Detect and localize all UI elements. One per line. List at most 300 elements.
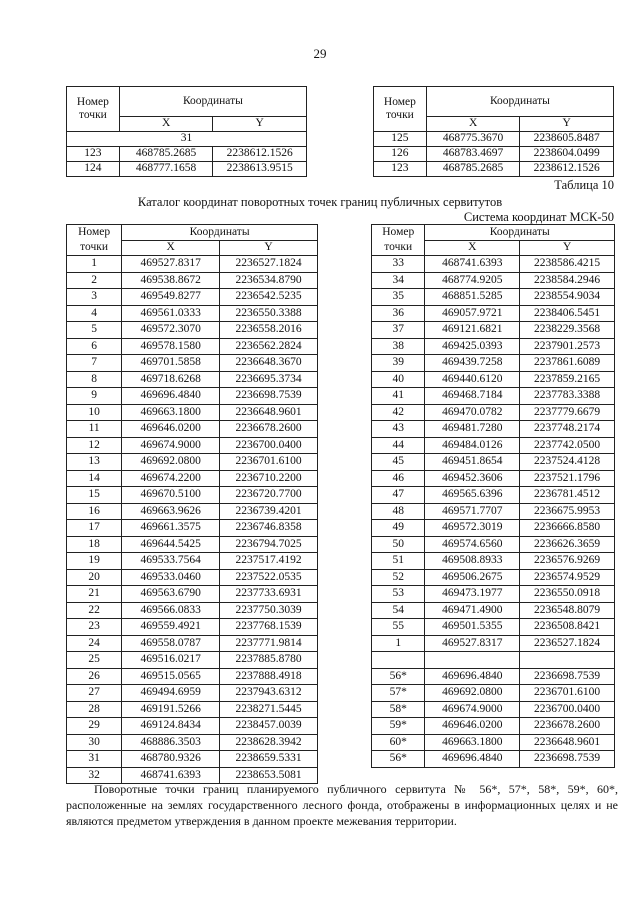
x-coordinate-cell: 469646.0200	[425, 718, 520, 735]
coords-table-top-left	[66, 86, 307, 177]
x-coordinate-cell: 469484.0126	[425, 437, 520, 454]
point-number-cell: 42	[372, 404, 425, 421]
table-row	[67, 602, 318, 619]
table-row	[67, 751, 318, 768]
x-coordinate-cell: 469574.6560	[425, 536, 520, 553]
table-row	[67, 503, 318, 520]
x-coordinate-cell: 468886.3503	[122, 734, 220, 751]
x-coordinate-cell: 469692.0800	[425, 685, 520, 702]
point-number-cell: 57*	[372, 685, 425, 702]
y-coordinate-cell: 2237748.2174	[520, 421, 615, 438]
y-coordinate-cell: 2236527.1824	[520, 635, 615, 652]
y-coordinate-cell: 2237771.9814	[220, 635, 318, 652]
table-row	[372, 338, 615, 355]
x-coordinate-cell: 469563.6790	[122, 586, 220, 603]
y-coordinate-cell: 2236698.7539	[520, 668, 615, 685]
point-number-cell: 16	[67, 503, 122, 520]
x-coordinate-cell: 469057.9721	[425, 305, 520, 322]
x-coordinate-cell: 469508.8933	[425, 553, 520, 570]
point-number-cell: 40	[372, 371, 425, 388]
x-coordinate-cell: 469440.6120	[425, 371, 520, 388]
coordinate-system: Система координат МСК-50	[463, 210, 614, 224]
table-row	[372, 487, 615, 504]
x-coordinate-cell: 469674.9000	[122, 437, 220, 454]
header-y: Y	[520, 117, 614, 132]
table-row	[372, 503, 615, 520]
point-number-cell: 126	[374, 147, 427, 162]
x-coordinate-cell: 469533.0460	[122, 569, 220, 586]
x-coordinate-cell: 469663.1800	[122, 404, 220, 421]
x-coordinate-cell: 469663.9626	[122, 503, 220, 520]
point-number-cell: 45	[372, 454, 425, 471]
y-coordinate-cell: 2238457.0039	[220, 718, 318, 735]
point-number-cell: 123	[67, 147, 120, 162]
x-coordinate-cell: 468780.9326	[122, 751, 220, 768]
point-number-cell: 54	[372, 602, 425, 619]
x-coordinate-cell: 469674.9000	[425, 701, 520, 718]
point-number-cell: 44	[372, 437, 425, 454]
y-coordinate-cell: 2237521.1796	[520, 470, 615, 487]
point-number-cell: 125	[374, 132, 427, 147]
x-coordinate-cell: 469470.0782	[425, 404, 520, 421]
x-coordinate-cell: 469578.1580	[122, 338, 220, 355]
header-coords: Координаты	[425, 225, 615, 241]
table-row	[67, 162, 307, 177]
x-coordinate-cell: 468741.6393	[425, 256, 520, 273]
y-coordinate-cell: 2236648.9601	[220, 404, 318, 421]
point-number-cell: 29	[67, 718, 122, 735]
table-row	[372, 470, 615, 487]
y-coordinate-cell: 2236701.6100	[520, 685, 615, 702]
table-row	[372, 421, 615, 438]
table-row	[372, 652, 615, 669]
x-coordinate-cell: 469425.0393	[425, 338, 520, 355]
x-coordinate-cell: 469670.5100	[122, 487, 220, 504]
y-coordinate-cell: 2236698.7539	[220, 388, 318, 405]
x-coordinate-cell: 469566.0833	[122, 602, 220, 619]
y-coordinate-cell: 2236678.2600	[220, 421, 318, 438]
x-coordinate-cell: 469451.8654	[425, 454, 520, 471]
y-coordinate-cell: 2237861.6089	[520, 355, 615, 372]
x-coordinate-cell: 468741.6393	[122, 767, 220, 784]
x-coordinate-cell: 469527.8317	[425, 635, 520, 652]
table-number: Таблица 10	[554, 178, 614, 192]
x-coordinate-cell: 469663.1800	[425, 734, 520, 751]
y-coordinate-cell: 2238628.3942	[220, 734, 318, 751]
header-number: Номер	[372, 225, 425, 241]
y-coordinate-cell: 2237733.6931	[220, 586, 318, 603]
table-row	[372, 520, 615, 537]
point-number-cell: 38	[372, 338, 425, 355]
y-coordinate-cell: 2238584.2946	[520, 272, 615, 289]
section-label: 31	[67, 132, 307, 147]
table-row	[67, 404, 318, 421]
coords-table-main-right	[371, 224, 615, 768]
x-coordinate-cell: 469692.0800	[122, 454, 220, 471]
y-coordinate-cell: 2236700.0400	[220, 437, 318, 454]
y-coordinate-cell: 2238406.5451	[520, 305, 615, 322]
y-coordinate-cell: 2237750.3039	[220, 602, 318, 619]
table-row	[372, 355, 615, 372]
point-number-cell: 35	[372, 289, 425, 306]
table-row	[67, 421, 318, 438]
x-coordinate-cell: 469121.6821	[425, 322, 520, 339]
y-coordinate-cell: 2236794.7025	[220, 536, 318, 553]
x-coordinate-cell: 468785.2685	[119, 147, 213, 162]
table-row	[67, 355, 318, 372]
x-coordinate-cell: 469646.0200	[122, 421, 220, 438]
y-coordinate-cell: 2236720.7700	[220, 487, 318, 504]
table-row	[372, 388, 615, 405]
x-coordinate-cell: 469696.4840	[425, 751, 520, 768]
x-coordinate-cell: 469515.0565	[122, 668, 220, 685]
y-coordinate-cell: 2236534.8790	[220, 272, 318, 289]
point-number-cell: 25	[67, 652, 122, 669]
table-row	[67, 635, 318, 652]
point-number-cell: 33	[372, 256, 425, 273]
y-coordinate-cell: 2236558.2016	[220, 322, 318, 339]
table-row	[372, 569, 615, 586]
table-row	[372, 668, 615, 685]
x-coordinate-cell: 468783.4697	[426, 147, 520, 162]
x-coordinate-cell: 469501.5355	[425, 619, 520, 636]
table-row	[372, 404, 615, 421]
y-coordinate-cell: 2236698.7539	[520, 751, 615, 768]
x-coordinate-cell: 469696.4840	[122, 388, 220, 405]
y-coordinate-cell: 2237742.0500	[520, 437, 615, 454]
table-row	[67, 701, 318, 718]
x-coordinate-cell: 469473.1977	[425, 586, 520, 603]
table-row	[67, 454, 318, 471]
point-number-cell: 53	[372, 586, 425, 603]
x-coordinate-cell: 469571.7707	[425, 503, 520, 520]
header-coords: Координаты	[122, 225, 318, 241]
page-number: 29	[313, 46, 327, 61]
x-coordinate-cell: 469644.5425	[122, 536, 220, 553]
y-coordinate-cell: 2236781.4512	[520, 487, 615, 504]
table-row	[372, 536, 615, 553]
table-row	[67, 553, 318, 570]
header-number-sub: точки	[67, 241, 122, 256]
y-coordinate-cell: 2236550.0918	[520, 586, 615, 603]
x-coordinate-cell: 469506.2675	[425, 569, 520, 586]
point-number-cell: 19	[67, 553, 122, 570]
y-coordinate-cell: 2237943.6312	[220, 685, 318, 702]
x-coordinate-cell: 469494.6959	[122, 685, 220, 702]
y-coordinate-cell: 2238554.9034	[520, 289, 615, 306]
footnote	[66, 781, 618, 829]
x-coordinate-cell: 469559.4921	[122, 619, 220, 636]
header-x: X	[119, 117, 213, 132]
header-y: Y	[520, 241, 615, 256]
point-number-cell: 7	[67, 355, 122, 372]
table-row	[67, 147, 307, 162]
y-coordinate-cell: 2236508.8421	[520, 619, 615, 636]
table-row	[374, 147, 614, 162]
x-coordinate-cell: 469452.3606	[425, 470, 520, 487]
table-row	[372, 553, 615, 570]
point-number-cell: 20	[67, 569, 122, 586]
table-row	[67, 470, 318, 487]
y-coordinate-cell: 2236626.3659	[520, 536, 615, 553]
header-x: X	[122, 241, 220, 256]
header-x: X	[425, 241, 520, 256]
point-number-cell: 58*	[372, 701, 425, 718]
x-coordinate-cell: 469527.8317	[122, 256, 220, 273]
point-number-cell	[372, 652, 425, 669]
table-row	[372, 371, 615, 388]
point-number-cell: 51	[372, 553, 425, 570]
x-coordinate-cell: 469533.7564	[122, 553, 220, 570]
point-number-cell: 23	[67, 619, 122, 636]
table-row	[67, 388, 318, 405]
point-number-cell: 30	[67, 734, 122, 751]
y-coordinate-cell: 2236548.8079	[520, 602, 615, 619]
table-row	[372, 272, 615, 289]
y-coordinate-cell: 2238613.9515	[213, 162, 307, 177]
y-coordinate-cell: 2236576.9269	[520, 553, 615, 570]
x-coordinate-cell: 469572.3070	[122, 322, 220, 339]
y-coordinate-cell: 2236746.8358	[220, 520, 318, 537]
point-number-cell: 56*	[372, 668, 425, 685]
y-coordinate-cell: 2237901.2573	[520, 338, 615, 355]
point-number-cell: 12	[67, 437, 122, 454]
header-x: X	[426, 117, 520, 132]
point-number-cell: 36	[372, 305, 425, 322]
y-coordinate-cell: 2237888.4918	[220, 668, 318, 685]
table-row	[372, 635, 615, 652]
point-number-cell: 60*	[372, 734, 425, 751]
y-coordinate-cell: 2238586.4215	[520, 256, 615, 273]
point-number-cell: 28	[67, 701, 122, 718]
y-coordinate-cell: 2238653.5081	[220, 767, 318, 784]
y-coordinate-cell: 2236739.4201	[220, 503, 318, 520]
point-number-cell: 124	[67, 162, 120, 177]
header-y: Y	[220, 241, 318, 256]
table-row	[67, 685, 318, 702]
table-row	[374, 162, 614, 177]
table-row	[372, 322, 615, 339]
table-row	[372, 289, 615, 306]
y-coordinate-cell: 2237779.6679	[520, 404, 615, 421]
x-coordinate-cell: 469124.8434	[122, 718, 220, 735]
catalog-title: Каталог координат поворотных точек границ публичных сервитутов	[137, 195, 503, 209]
x-coordinate-cell	[425, 652, 520, 669]
point-number-cell: 32	[67, 767, 122, 784]
y-coordinate-cell: 2237768.1539	[220, 619, 318, 636]
header-number: Номер точки	[67, 87, 120, 132]
y-coordinate-cell: 2236701.6100	[220, 454, 318, 471]
x-coordinate-cell: 469572.3019	[425, 520, 520, 537]
point-number-cell: 21	[67, 586, 122, 603]
point-number-cell: 13	[67, 454, 122, 471]
y-coordinate-cell: 2238271.5445	[220, 701, 318, 718]
x-coordinate-cell: 468851.5285	[425, 289, 520, 306]
table-row	[372, 734, 615, 751]
y-coordinate-cell: 2236666.8580	[520, 520, 615, 537]
header-y: Y	[213, 117, 307, 132]
x-coordinate-cell: 469661.3575	[122, 520, 220, 537]
point-number-cell: 48	[372, 503, 425, 520]
point-number-cell: 4	[67, 305, 122, 322]
x-coordinate-cell: 469471.4900	[425, 602, 520, 619]
x-coordinate-cell: 468785.2685	[426, 162, 520, 177]
table-row	[67, 718, 318, 735]
point-number-cell: 123	[374, 162, 427, 177]
table-row	[67, 256, 318, 273]
y-coordinate-cell: 2236678.2600	[520, 718, 615, 735]
point-number-cell: 43	[372, 421, 425, 438]
point-number-cell: 31	[67, 751, 122, 768]
y-coordinate-cell: 2238612.1526	[213, 147, 307, 162]
table-row	[372, 602, 615, 619]
table-row	[67, 536, 318, 553]
table-row	[67, 322, 318, 339]
point-number-cell: 37	[372, 322, 425, 339]
point-number-cell: 17	[67, 520, 122, 537]
x-coordinate-cell: 469439.7258	[425, 355, 520, 372]
x-coordinate-cell: 469516.0217	[122, 652, 220, 669]
point-number-cell: 52	[372, 569, 425, 586]
table-row	[372, 305, 615, 322]
point-number-cell: 8	[67, 371, 122, 388]
table-row	[67, 668, 318, 685]
y-coordinate-cell: 2237783.3388	[520, 388, 615, 405]
point-number-cell: 14	[67, 470, 122, 487]
table-row	[67, 305, 318, 322]
table-row	[372, 586, 615, 603]
point-number-cell: 22	[67, 602, 122, 619]
table-row	[67, 520, 318, 537]
point-number-cell: 39	[372, 355, 425, 372]
table-row	[67, 734, 318, 751]
y-coordinate-cell: 2238605.8487	[520, 132, 614, 147]
coords-table-top-right	[373, 86, 614, 177]
point-number-cell: 26	[67, 668, 122, 685]
point-number-cell: 46	[372, 470, 425, 487]
y-coordinate-cell: 2237522.0535	[220, 569, 318, 586]
table-row	[67, 586, 318, 603]
y-coordinate-cell: 2237885.8780	[220, 652, 318, 669]
point-number-cell: 1	[67, 256, 122, 273]
table-row	[67, 569, 318, 586]
y-coordinate-cell: 2237859.2165	[520, 371, 615, 388]
y-coordinate-cell: 2238604.0499	[520, 147, 614, 162]
x-coordinate-cell: 469674.2200	[122, 470, 220, 487]
y-coordinate-cell: 2236710.2200	[220, 470, 318, 487]
table-row	[372, 437, 615, 454]
x-coordinate-cell: 469565.6396	[425, 487, 520, 504]
x-coordinate-cell: 469561.0333	[122, 305, 220, 322]
header-coords: Координаты	[426, 87, 613, 117]
table-row	[372, 718, 615, 735]
point-number-cell: 34	[372, 272, 425, 289]
point-number-cell: 56*	[372, 751, 425, 768]
header-number-sub: точки	[372, 241, 425, 256]
table-row	[372, 454, 615, 471]
point-number-cell: 10	[67, 404, 122, 421]
y-coordinate-cell: 2236542.5235	[220, 289, 318, 306]
table-row	[67, 289, 318, 306]
point-number-cell: 9	[67, 388, 122, 405]
point-number-cell: 2	[67, 272, 122, 289]
point-number-cell: 15	[67, 487, 122, 504]
point-number-cell: 5	[67, 322, 122, 339]
x-coordinate-cell: 468777.1658	[119, 162, 213, 177]
point-number-cell: 59*	[372, 718, 425, 735]
y-coordinate-cell: 2236648.9601	[520, 734, 615, 751]
x-coordinate-cell: 469701.5858	[122, 355, 220, 372]
y-coordinate-cell: 2236574.9529	[520, 569, 615, 586]
point-number-cell: 50	[372, 536, 425, 553]
y-coordinate-cell: 2238612.1526	[520, 162, 614, 177]
x-coordinate-cell: 469558.0787	[122, 635, 220, 652]
point-number-cell: 27	[67, 685, 122, 702]
table-row	[67, 619, 318, 636]
table-row	[67, 371, 318, 388]
table-row	[67, 272, 318, 289]
header-coords: Координаты	[119, 87, 306, 117]
x-coordinate-cell: 469549.8277	[122, 289, 220, 306]
point-number-cell: 55	[372, 619, 425, 636]
table-row	[372, 256, 615, 273]
table-row	[67, 652, 318, 669]
y-coordinate-cell: 2236550.3388	[220, 305, 318, 322]
y-coordinate-cell: 2236527.1824	[220, 256, 318, 273]
point-number-cell: 11	[67, 421, 122, 438]
coords-table-main-left	[66, 224, 318, 784]
x-coordinate-cell: 469696.4840	[425, 668, 520, 685]
point-number-cell: 47	[372, 487, 425, 504]
footnote-text: Поворотные точки границ планируемого публичного сервитута № 56*, 57*, 58*, 59*, 60*, расположенные на землях государственного лесного фонда, отображены в информационных целях и не являются предметом утверждения в данном проекте межевания территории.	[66, 782, 618, 828]
point-number-cell: 24	[67, 635, 122, 652]
header-number: Номер точки	[374, 87, 427, 132]
y-coordinate-cell: 2236675.9953	[520, 503, 615, 520]
point-number-cell: 18	[67, 536, 122, 553]
x-coordinate-cell: 468775.3670	[426, 132, 520, 147]
point-number-cell: 41	[372, 388, 425, 405]
header-number: Номер	[67, 225, 122, 241]
table-row	[372, 701, 615, 718]
point-number-cell: 3	[67, 289, 122, 306]
point-number-cell: 1	[372, 635, 425, 652]
x-coordinate-cell: 469481.7280	[425, 421, 520, 438]
x-coordinate-cell: 469718.6268	[122, 371, 220, 388]
x-coordinate-cell: 469538.8672	[122, 272, 220, 289]
x-coordinate-cell: 468774.9205	[425, 272, 520, 289]
table-row	[374, 132, 614, 147]
table-row	[67, 487, 318, 504]
table-row	[67, 437, 318, 454]
y-coordinate-cell: 2237524.4128	[520, 454, 615, 471]
table-row	[372, 619, 615, 636]
x-coordinate-cell: 469191.5266	[122, 701, 220, 718]
y-coordinate-cell: 2238659.5331	[220, 751, 318, 768]
table-row	[372, 751, 615, 768]
y-coordinate-cell: 2236700.0400	[520, 701, 615, 718]
x-coordinate-cell: 469468.7184	[425, 388, 520, 405]
y-coordinate-cell: 2237517.4192	[220, 553, 318, 570]
y-coordinate-cell	[520, 652, 615, 669]
point-number-cell: 6	[67, 338, 122, 355]
point-number-cell: 49	[372, 520, 425, 537]
table-row	[67, 338, 318, 355]
y-coordinate-cell: 2236648.3670	[220, 355, 318, 372]
y-coordinate-cell: 2238229.3568	[520, 322, 615, 339]
table-row	[372, 685, 615, 702]
y-coordinate-cell: 2236695.3734	[220, 371, 318, 388]
y-coordinate-cell: 2236562.2824	[220, 338, 318, 355]
